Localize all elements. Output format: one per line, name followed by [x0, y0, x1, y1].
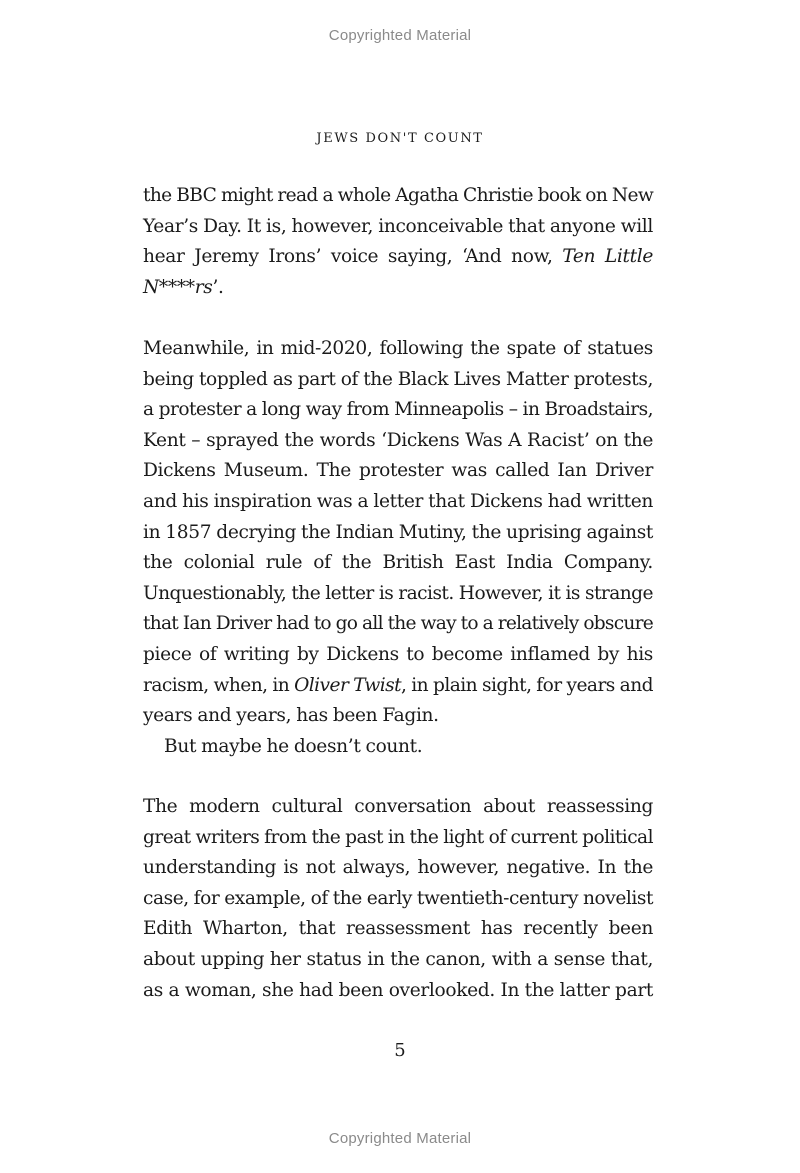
text-line: the colonial rule of the British East India Company.: [143, 552, 653, 574]
copyright-watermark-bottom: Copyrighted Material: [328, 1130, 472, 1147]
paragraph-3: [143, 792, 653, 1006]
text-line: piece of writing by Dickens to become inflamed by his: [143, 643, 653, 665]
text-line: being toppled as part of the Black Lives Matter protests,: [143, 368, 653, 390]
text-run: racism, when, in: [143, 674, 295, 696]
text-line: in 1857 decrying the Indian Mutiny, the uprising against: [143, 521, 654, 543]
text-line: Unquestionably, the letter is racist. However, it is strange: [143, 582, 653, 604]
text-line: as a woman, she had been overlooked. In the latter part: [143, 979, 653, 1001]
copyright-watermark-top: Copyrighted Material: [328, 27, 472, 44]
text-line: case, for example, of the early twentieth-century novelist: [143, 887, 653, 909]
text-line: [143, 242, 653, 273]
paragraph-1: [143, 181, 653, 303]
text-line: But maybe he doesn’t count.: [164, 735, 423, 757]
text-line: [143, 273, 653, 304]
text-run: , in plain sight, for years and: [401, 674, 653, 696]
text-line: a protester a long way from Minneapolis – in Broadstairs,: [143, 399, 653, 421]
text-line: that Ian Driver had to go all the way to a relatively obscure: [143, 613, 653, 635]
running-head: JEWS DON'T COUNT: [316, 131, 484, 146]
text-line: about upping her status in the canon, with a sense that,: [143, 948, 653, 970]
text-line: years and years, has been Fagin.: [143, 705, 439, 727]
text-line: The modern cultural conversation about reassessing: [143, 796, 653, 817]
text-line: Kent – sprayed the words ‘Dickens Was A Racist’ on the: [143, 429, 653, 451]
italic-title: Ten Little: [562, 246, 653, 268]
page-number: 5: [394, 1040, 406, 1061]
text-line: Dickens Museum. The protester was called Ian Driver: [143, 460, 653, 482]
text-line: and his inspiration was a letter that Dickens had written: [143, 490, 653, 512]
text-line: great writers from the past in the light of current political: [143, 826, 653, 848]
italic-title: Oliver Twist: [294, 674, 402, 696]
text-line: the BBC might read a whole Agatha Christie book on New: [143, 185, 654, 206]
text-line: Meanwhile, in mid-2020, following the spate of statues: [143, 338, 653, 359]
text-line: [143, 671, 653, 702]
text-line: Year’s Day. It is, however, inconceivable that anyone will: [143, 215, 653, 237]
text-line: Edith Wharton, that reassessment has recently been: [143, 918, 653, 940]
text-run: hear Jeremy Irons’ voice saying, ‘And now,: [143, 246, 563, 268]
text-run: ’.: [212, 276, 224, 298]
paragraph-2: [143, 334, 653, 762]
text-line: understanding is not always, however, negative. In the: [143, 857, 653, 879]
italic-title: N****rs: [143, 276, 213, 298]
